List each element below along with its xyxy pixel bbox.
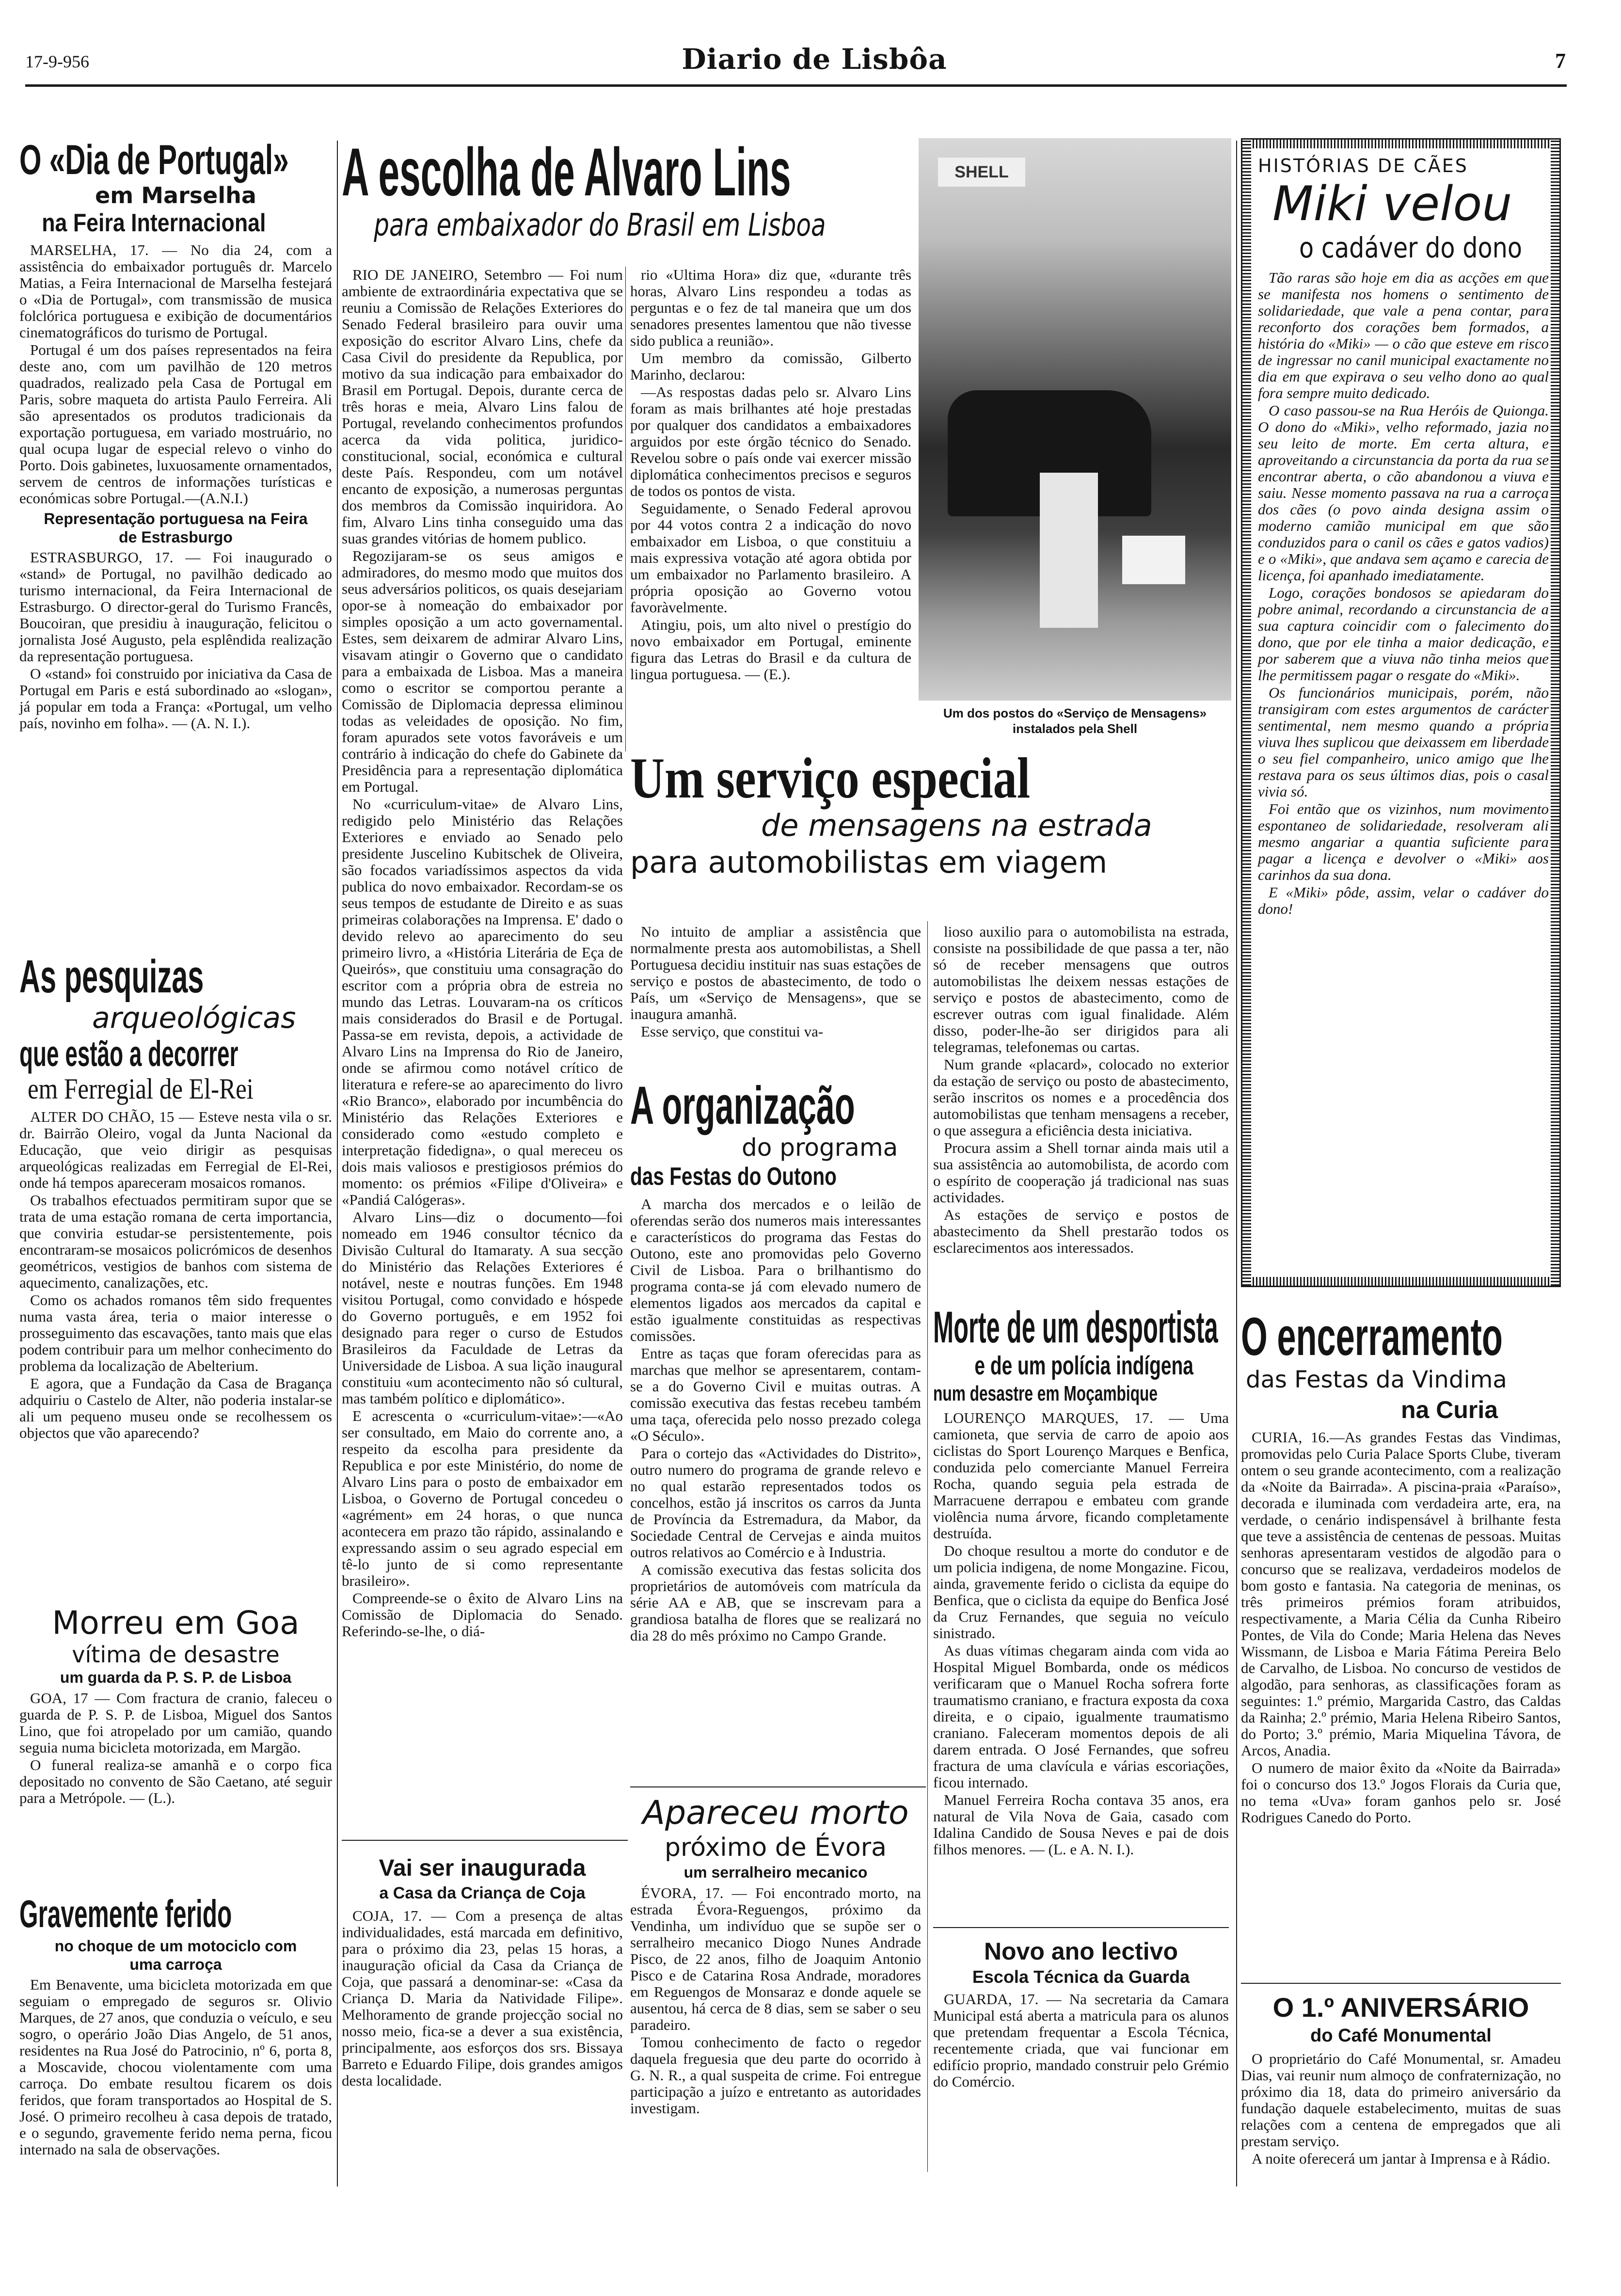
paragraph: Procura assim a Shell tornar ainda mais util a sua assistência ao automobilista, de acordo com o espírito de cooperação já tradicional nas suas actividades. bbox=[933, 1139, 1229, 1206]
section-rule bbox=[933, 1927, 1229, 1928]
column-divider bbox=[337, 141, 338, 2186]
article-servico bbox=[630, 746, 1231, 881]
paragraph: Esse serviço, que constitui va- bbox=[641, 1023, 824, 1040]
article-dia-portugal bbox=[19, 138, 332, 733]
article-body bbox=[19, 549, 332, 732]
box-border-pattern bbox=[1242, 1277, 1559, 1286]
paragraph: Como os achados romanos têm sido frequentes numa vasta área, teria o maior interesse o prosseguimento das escavações, tanto mais que elas podem contribuir para um melhor conhecimento do problema da localização de Abelterium. bbox=[19, 1292, 332, 1374]
headline-line: e de um polícia indígena bbox=[974, 1351, 1193, 1380]
paragraph: rio «Ultima Hora» diz que, «durante três horas, Alvaro Lins respondeu a todas as perguntas e o fez de tal maneira que um dos senadores presentes lamentou que não tivesse sido publica a reunião». bbox=[630, 266, 911, 349]
headline-line: de mensagens na estrada bbox=[761, 808, 1152, 843]
article-morto bbox=[630, 1794, 921, 2118]
paragraph: Tomou conhecimento de facto o regedor daquela freguesia que deu parte do ocorrido à G. N. R., a qual suspeita de crime. Foi entregue participação a juízo e entretanto as autoridades investigam. bbox=[630, 2034, 921, 2117]
paragraph: No intuito de ampliar a assistência que normalmente presta aos automobilistas, a Shell Portuguesa decidiu instituir nas suas estações de serviço e postos de abastecimento, de todo o País, um «Serviço de Mensagens», que se inaugura amanhã. bbox=[630, 923, 921, 1022]
paragraph: Logo, corações bondosos se apiedaram do pobre animal, recordando a circunstancia de a sua captura coincidir com o falecimento do dono, que por ele tinha a maior dedicação, e por saberem que a viuva não tinha meios que lhe permitissem pagar o resgate do «Miki». bbox=[1258, 584, 1549, 684]
article-body bbox=[19, 1977, 332, 2158]
section-rule bbox=[630, 1786, 926, 1787]
article-body bbox=[630, 1885, 921, 2117]
paragraph: GOA, 17 — Com fractura de cranio, faleceu o guarda de P. S. P. de Lisboa, Miguel dos Santos Lino, que foi atropelado por um camião, quando seguia numa bicicleta motorizada, em Margão. bbox=[19, 1690, 332, 1756]
headline-line: para automobilistas em viagem bbox=[630, 845, 1108, 880]
paragraph: MARSELHA, 17. — No dia 24, com a assistência do embaixador português dr. Marcelo Matias, a Feira Internacional de Marselha festejará o «Dia de Portugal», com transmissão de musica folclórica portuguesa e exibição de documentários cinematográficos do turismo de Portugal. bbox=[19, 241, 332, 341]
headline-line: das Festas do Outono bbox=[630, 1163, 837, 1191]
masthead-rule bbox=[25, 84, 1567, 87]
paragraph: Portugal é um dos países representados na feira deste ano, com um pavilhão de 120 metros quadrados, realizado pela Casa de Portugal em Paris, sobre maqueta do artista Paulo Ferreira. Ali são apresentados os produtos tradicionais da exportação portuguesa, em variado mostruário, no qual ocupa lugar de especial relevo o vinho do Porto. Dois gabinetes, luxuosamente ornamentados, servem de centros de informações turísticas e económicas sobre Portugal.—(A.N.I.) bbox=[19, 341, 332, 507]
sub-headline: Representação portuguesa na Feira de Estrasburgo bbox=[44, 510, 308, 546]
article-organizacao bbox=[630, 1076, 921, 1645]
article-body bbox=[19, 1109, 332, 1441]
paragraph: RIO DE JANEIRO, Setembro — Foi num ambiente de extraordinária expectativa que se reuniu a Comissão de Relações Exteriores do Senado Federal brasileiro para ouvir uma exposição do escritor Alvaro Lins, chefe da Casa Civil do presidente da Republica, por motivo da sua indicação para embaixador do Brasil em Portugal. Depois, durante cerca de três horas e meia, Alvaro Lins falou de Portugal, revelando conhecimentos profundos acerca da vida politica, juridico-constitucional, social, económica e cultural deste País. Respondeu, com um notável encanto de exposição, a numerosas perguntas dos membros da Comissão inquiridora. Ao fim, Alvaro Lins tinha conseguido uma das suas grandes vitórias de homem publico. bbox=[342, 266, 623, 547]
box-border-pattern bbox=[1551, 140, 1559, 1286]
paragraph: Foi então que os vizinhos, num movimento espontaneo de solidariedade, resolveram ali mesmo angariar a quantia suficiente para pagar a licença e devolver o «Miki» aos carinhos da sua dona. bbox=[1258, 800, 1549, 883]
article-encerramento bbox=[1241, 1309, 1561, 1827]
headline-line: na Feira Internacional bbox=[42, 209, 266, 237]
column-divider bbox=[927, 921, 928, 2172]
paragraph: Compreende-se o êxito de Alvaro Lins na Comissão de Diplomacia do Senado. Referindo-se-lhe, o diá- bbox=[342, 1590, 623, 1640]
paragraph: Para o cortejo das «Actividades do Distrito», outro numero do programa de grande relevo e no qual estarão representados todos os concelhos, estão já inscritos os carros da Junta de Província da Estremadura, da Mabor, da Sociedade Central de Cervejas e ainda muitos outros relativos ao Comércio e à Industria. bbox=[630, 1445, 921, 1561]
paragraph: Manuel Ferreira Rocha contava 35 anos, era natural de Vila Nova de Gaia, casado com Idalina Candido de Sousa Neves e pai de dois filhos menores. — (L. e A. N. I.). bbox=[933, 1791, 1229, 1858]
headline: Gravemente ferido bbox=[19, 1892, 232, 1935]
article-ferido bbox=[19, 1893, 332, 2159]
article-inaugurada bbox=[342, 1854, 623, 2090]
headline-line: do programa bbox=[742, 1133, 898, 1162]
section-label: HISTÓRIAS DE CÃES bbox=[1258, 155, 1468, 176]
page-number: 7 bbox=[1555, 49, 1566, 73]
headline-line: um serralheiro mecanico bbox=[683, 1864, 868, 1881]
headline-line: a Casa da Criança de Coja bbox=[379, 1884, 586, 1902]
paragraph: A marcha dos mercados e o leilão de oferendas serão dos numeros mais interessantes e característicos do programa das Festas do Outono, este ano promovidas pelo Governo Civil de Lisboa. Para o brilhantismo do programa conta-se já com elevado numero de elementos ligados aos mercados da capital e estão igualmente constituidas as respectivas comissões. bbox=[630, 1196, 921, 1344]
paragraph: Tão raras são hoje em dia as acções em que se manifesta nos homens o sentimento de solidariedade, que vale a pena contar, para reconforto dos corações bem formados, a história do «Miki» — o cão que esteve em risco de ingressar no canil municipal exactamente no dia em que expirava o seu velho dono ao qual fora sempre muito dedicado. bbox=[1258, 269, 1549, 401]
paragraph: O proprietário do Café Monumental, sr. Amadeu Dias, vai reunir num almoço de confraternização, no próximo dia 18, data do primeiro aniversário da fundação daquele estabelecimento, muitas de suas relações com a centena de empregados que ali prestam serviço. bbox=[1241, 2050, 1561, 2150]
column-divider bbox=[625, 267, 626, 751]
section-rule bbox=[342, 1840, 628, 1841]
paragraph: lioso auxilio para o automobilista na estrada, consiste na possibilidade de que passa a ter, não só de receber mensagens que outros automobilistas lhe deixem nessas estações de serviço e postos de abastecimento, como de escrever outras com igual finalidade. Além disso, poder-lhe-ão ser dirigidos para ali telegramas, telefonemas ou cartas. bbox=[933, 923, 1229, 1055]
paragraph: E acrescenta o «curriculum-vitae»:—«Ao ser consultado, em Maio do corrente ano, a respeito da escolha para presidente da Republica e por este Ministério, do nome de Alvaro Lins para o posto de embaixador em Lisboa, o Governo de Portugal concedeu o «agrément» em 24 horas, o que nunca acontecera em prazo tão rápido, assinalando e expressando assim o seu agrado especial em tê-lo junto de si como representante brasileiro». bbox=[342, 1407, 623, 1589]
article-pesquizas bbox=[19, 953, 332, 1442]
newspaper-title: Diario de Lisbôa bbox=[682, 43, 947, 76]
box-border-pattern bbox=[1242, 140, 1559, 148]
article-body-col1 bbox=[342, 267, 623, 1641]
headline: A escolha de Alvaro Lins bbox=[342, 134, 791, 210]
paragraph: Atingiu, pois, um alto nivel o prestígio do novo embaixador em Portugal, eminente figura das Letras do Brasil e da cultura de lingua portuguesa. — (E.). bbox=[630, 616, 911, 683]
shell-sign-icon: SHELL bbox=[938, 158, 1025, 187]
paragraph: Os funcionários municipais, porém, não transigiram com estes argumentos de carácter sentimental, nem mesmo quando a própria viuva lhes suplicou que deixassem em liberdade o seu fiel companheiro, unico amigo que lhe restava para os seus últimos dias, pois o casal vivia só. bbox=[1258, 684, 1549, 800]
paragraph: No «curriculum-vitae» de Alvaro Lins, redigido pelo Ministério das Relações Exteriores e enviado ao Senado pelo presidente Juscelino Kubitschek de Oliveira, são focados variadíssimos aspectos da vida publica do novo embaixador. Recordam-se os seus tempos de estudante de Direito e as suas primeiras colaborações na Imprensa. E' dado o devido relevo ao aparecimento do seu primeiro livro, a «História Literária de Eça de Queirós», que constituiu uma consagração do escritor com a própria obra de estreia no mundo das Letras. Louvaram-na os críticos mais considerados do Brasil e de Portugal. Passa-se em revista, depois, a actividade de Alvaro Lins na Imprensa do Rio de Janeiro, onde se afirmou como notável crítico de literatura e refere-se ao aparecimento do livro «Rio Branco», elaborado por incumbência do Ministério das Relações Exteriores e considerado como «estudo completo e interpretação fidedigna», o qual mereceu os dois mais valiosos e prestigiosos prémios do momento: os prémios «Filipe d'Oliveira» e «Pandiá Calógeras». bbox=[342, 796, 623, 1208]
headline: Miki velou bbox=[1272, 176, 1512, 232]
headline-line: que estão a decorrer bbox=[19, 1034, 238, 1074]
headline-line: em Marselha bbox=[95, 182, 256, 208]
issue-date: 17-9-956 bbox=[25, 52, 89, 71]
paragraph: O funeral realiza-se amanhã e o corpo fica depositado no convento de São Caetano, até seguir para a Metrópole. — (L.). bbox=[19, 1756, 332, 1806]
article-body bbox=[342, 1908, 623, 2089]
article-body-col2 bbox=[630, 267, 911, 684]
headline-line: para embaixador do Brasil em Lisboa bbox=[374, 207, 826, 243]
headline-line: arqueológicas bbox=[92, 1001, 296, 1035]
box-border-pattern bbox=[1242, 140, 1251, 1286]
paragraph: As estações de serviço e postos de abastecimento da Shell prestarão todos os esclarecimentos aos interessados. bbox=[933, 1206, 1229, 1256]
paragraph: Entre as taças que foram oferecidas para as marchas que melhor se apresentarem, contam-se a do Governo Civil e muitas outras. A comissão executiva das festas recebeu também uma taça, oferecida pelo nosso prezado colega «O Século». bbox=[630, 1345, 921, 1444]
column-divider bbox=[1236, 141, 1237, 2186]
paragraph: —As respostas dadas pelo sr. Alvaro Lins foram as mais brilhantes até hoje prestadas por qualquer dos candidatos a embaixadores arguidos por este órgão técnico do Senado. Revelou sobre o país onde vai exercer missão diplomática conhecimentos precisos e seguros de todos os pontos de vista. bbox=[630, 383, 911, 499]
article-body bbox=[630, 1196, 921, 1644]
headline: O encerramento bbox=[1241, 1307, 1503, 1367]
headline-line: do Café Monumental bbox=[1310, 2025, 1492, 2046]
paragraph: Seguidamente, o Senado Federal aprovou por 44 votos contra 2 a indicação do novo embaixador em Lisboa, o que constituiu a mais expressiva votação até agora obtida por um embaixador no Parlamento brasileiro. A própria oposição ao Governo votou favoràvelmente. bbox=[630, 500, 911, 616]
headline-line: próximo de Évora bbox=[665, 1833, 887, 1862]
article-body bbox=[933, 1991, 1229, 2090]
paragraph: ÉVORA, 17. — Foi encontrado morto, na estrada Évora-Reguengos, próximo da Vendinha, um indivíduo que se supõe ser o serralheiro mecanico Diogo Nunes Andrade Pisco, de 22 anos, filho de Joaquim Antonio Pisco e de Catarina Rosa Andrade, moradores em Reguengos de Monsaraz e donde aquele se ausentou, há cerca de 8 dias, sem se saber o seu paradeiro. bbox=[630, 1884, 921, 2033]
paragraph: Num grande «placard», colocado no exterior da estação de serviço ou posto de abastecimento, serão inscritos os nomes e a procedência dos automobilistas que tenham mensagens a receber, o que assegura a eficiência desta iniciativa. bbox=[933, 1056, 1229, 1139]
article-body bbox=[1241, 2051, 1561, 2167]
headline-line: Escola Técnica da Guarda bbox=[972, 1967, 1190, 1987]
headline-line: em Ferregial de El-Rei bbox=[28, 1073, 254, 1105]
paragraph: A noite oferecerá um jantar à Imprensa e à Rádio. bbox=[1252, 2150, 1551, 2167]
paragraph: E agora, que a Fundação da Casa de Bragança adquiriu o Castelo de Alter, não poderia instalar-se ali um pequeno museu onde se recolhessem os objectos que vão aparecendo? bbox=[19, 1375, 332, 1441]
paragraph: As duas vítimas chegaram ainda com vida ao Hospital Miguel Bombarda, onde os médicos verificaram que o Manuel Rocha sofrera forte traumatismo craniano, e fractura exposta da coxa direita, e o cipaio, igualmente traumatismo craniano. Faleceram momentos depois de ali darem entrada. O José Fernandes, que sofreu fractura de uma clavícula e várias escoriações, ficou internado. bbox=[933, 1642, 1229, 1791]
message-box-icon bbox=[1122, 536, 1185, 584]
paragraph: Um membro da comissão, Gilberto Marinho, declarou: bbox=[630, 350, 911, 383]
paragraph: LOURENÇO MARQUES, 17. — Uma camioneta, que servia de carro de apoio aos ciclistas do Sport Lourenço Marques e Benfica, conduzida pelo comerciante Manuel Ferreira Rocha, quando seguia pela estrada de Marracuene derrapou e embateu com grande violência numa árvore, ficando completamente destruída. bbox=[933, 1409, 1229, 1542]
paragraph: GUARDA, 17. — Na secretaria da Camara Municipal está aberta a matricula para os alunos que pretendam frequentar a Escola Técnica, recentemente criada, que vai funcionar em edifício proprio, mandado construir pelo Grémio do Comércio. bbox=[933, 1991, 1229, 2090]
headline: A organização bbox=[630, 1076, 855, 1135]
article-lectivo bbox=[933, 1937, 1229, 2091]
headline-line: num desastre em Moçambique bbox=[933, 1382, 1158, 1405]
article-desportista bbox=[933, 1304, 1229, 1859]
paragraph: O caso passou-se na Rua Heróis de Quionga. O dono do «Miki», velho reformado, jazia no seu leito de morte. Em certa altura, e aproveitando a circunstancia da porta da rua se encontrar aberta, o cão abandonou a viuva e saiu. Nesse momento passava na rua a carroça dos cães (o povo ainda designa assim o moderno camião municipal em que são conduzidos para o canil os cães e gatos vadios) e o «Miki», que andava sem açamo e carecia de licença, foi apanhado imediatamente. bbox=[1258, 402, 1549, 584]
shell-photo-block bbox=[919, 138, 1231, 739]
headline: Um serviço especial bbox=[630, 746, 1031, 810]
headline-line: das Festas da Vindima bbox=[1246, 1366, 1507, 1393]
paragraph: O «stand» foi construido por iniciativa da Casa de Portugal em Paris e está subordinado ao «slogan», já popular em toda a França: «Portugal, um velho país, novinho em folha». — (A. N. I.). bbox=[19, 665, 332, 732]
article-body bbox=[933, 1410, 1229, 1858]
paragraph: O numero de maior êxito da «Noite da Bairrada» foi o concurso dos 13.º Jogos Florais da Curia que, no tema «Uva» foram ganhos pelo sr. José Rodrigues Canedo do Porto. bbox=[1241, 1759, 1561, 1826]
article-body-col1 bbox=[630, 924, 921, 1041]
paragraph: Em Benavente, uma bicicleta motorizada em que seguiam o empregado de seguros sr. Olivio Marques, de 27 anos, que conduzia o veículo, e seu sogro, o operário João Dias Angelo, de 51 anos, residentes na Rua José do Patrocinio, nº 6, porta 8, a Moscavide, chocou violentamente com uma carroça. Do embate resultou ficarem os dois feridos, que foram transportados ao Hospital de S. José. O primeiro recolheu à casa depois de tratado, e o segundo, gravemente ferido nema perna, ficou internado na sala de observações. bbox=[19, 1976, 332, 2158]
article-body-col2 bbox=[933, 924, 1229, 1257]
headline-line: na Curia bbox=[1400, 1396, 1498, 1423]
headline: Vai ser inaugurada bbox=[379, 1855, 586, 1881]
article-aniversario bbox=[1241, 1992, 1561, 2168]
article-body bbox=[19, 1690, 332, 1806]
paragraph: Regozijaram-se os seus amigos e admiradores, do mesmo modo que muitos dos seus adversários politicos, os quais desejariam opor-se à nomeação do embaixador por simples oposição a um acto governamental. Estes, sem deixarem de admirar Alvaro Lins, visavam atingir o Governo que o candidato para a embaixada de Lisboa. Mas a maneira como o escritor se comportou perante a Comissão de Diplomacia depressa eliminou todas as veleidades de oposição. No fim, foram apurados sete votos favoráveis e um contrário à indicação do chefe do Gabinete da Presidência para a representação diplomática em Portugal. bbox=[342, 547, 623, 795]
article-body bbox=[1241, 1429, 1561, 1826]
headline-line: o cadáver do dono bbox=[1299, 231, 1523, 264]
box-historias-caes bbox=[1241, 138, 1561, 1287]
fuel-pump-icon bbox=[1040, 473, 1098, 628]
headline-line: um guarda da P. S. P. de Lisboa bbox=[60, 1669, 292, 1686]
paragraph: COJA, 17. — Com a presença de altas individualidades, está marcada em definitivo, para o próximo dia 23, pelas 15 horas, a inauguração oficial da Casa da Criança de Coja, que passará a denominar-se: «Casa da Criança D. Maria da Natividade Filipe». Melhoramento de grande projecção social no nosso meio, fica-se a dever a sua existência, principalmente, aos esforços dos srs. Bissaya Barreto e Eduardo Filipe, dois grandes amigos desta localidade. bbox=[342, 1907, 623, 2089]
paragraph: Alvaro Lins—diz o documento—foi nomeado em 1946 consultor técnico da Divisão Cultural do Itamaraty. A sua secção do Ministério das Relações Exteriores é notável, neste e noutras funções. Em 1948 visitou Portugal, como convidado e hóspede do Governo português, e em 1952 foi designado para reger o curso de Estudos Brasileiros da Faculdade de Letras da Universidade de Lisboa. A sua lição inaugural constituiu «um acontecimento não só cultural, mas também político e diplomático». bbox=[342, 1209, 623, 1407]
section-rule bbox=[1241, 1983, 1561, 1984]
headline: Novo ano lectivo bbox=[984, 1938, 1178, 1965]
headline: As pesquizas bbox=[19, 951, 204, 1003]
photo-service-station bbox=[919, 138, 1231, 701]
headline: O 1.º ANIVERSÁRIO bbox=[1272, 1992, 1529, 2023]
headline: O «Dia de Portugal» bbox=[19, 137, 289, 183]
article-goa bbox=[19, 1605, 332, 1807]
paragraph: E «Miki» pôde, assim, velar o cadáver do dono! bbox=[1258, 884, 1549, 917]
article-body bbox=[1258, 270, 1549, 917]
paragraph: ESTRASBURGO, 17. — Foi inaugurado o «stand» de Portugal, no pavilhão dedicado ao turismo internacional, da Feira Internacional de Estrasburgo. O director-geral do Turismo Francês, Boucoiran, que presidiu à inauguração, felicitou o jornalista José Augusto, pela esplêndida realização da representação portuguesa. bbox=[19, 549, 332, 665]
paragraph: A comissão executiva das festas solicita dos proprietários de automóveis com matrícula da série AA e AB, que se inscrevam para a grandiosa batalha de flores que se realizará no dia 28 do mês próximo no Campo Grande. bbox=[630, 1561, 921, 1644]
article-body bbox=[19, 242, 332, 507]
paragraph: Do choque resultou a morte do condutor e de um policia indigena, de nome Mongazine. Ficou, ainda, gravemente ferido o ciclista da equipe do Benfica, que o ciclista da equipe do Benfica José da Cruz Fernandes, que seguia no veículo sinistrado. bbox=[933, 1542, 1229, 1642]
headline-line: vítima de desastre bbox=[72, 1642, 280, 1668]
paragraph: ALTER DO CHÃO, 15 — Esteve nesta vila o sr. dr. Bairrão Oleiro, vogal da Junta Nacional da Educação, que veio dirigir as pesquisas arqueológicas realizadas em Ferregial de El-Rei, onde há tempos apareceram mosaicos romanos. bbox=[19, 1108, 332, 1191]
headline: Apareceu morto bbox=[642, 1794, 909, 1832]
headline: Morte de um desportista bbox=[933, 1303, 1218, 1352]
headline-line: no choque de um motociclo com uma carroça bbox=[54, 1937, 297, 1973]
headline: Morreu em Goa bbox=[52, 1604, 300, 1642]
paragraph: CURIA, 16.—As grandes Festas das Vindimas, promovidas pelo Curia Palace Sports Clube, tiveram ontem o seu grande acontecimento, com a realização da «Noite da Bairrada». A piscina-praia «Paraíso», decorada e iluminada com verdadeira arte, era, na verdade, o cenário indispensável à brilhante festa que teve a assistência de centenas de pessoas. Muitas senhoras apresentaram vestidos de algodão para o concurso que se realizava, verdadeiros modelos de bom gosto e fantasia. Na categoria de meninas, os três primeiros prémios foram atribuidos, respectivamente, a Maria Célia da Cunha Ribeiro Pontes, de Vila do Conde; Maria Helena das Neves Wissmann, de Lisboa e Maria Fátima Pereira Belo de Carvalho, de Lisboa. No concurso de vestidos de algodão, para senhoras, as classificações foram as seguintes: 1.º prémio, Margarida Castro, das Caldas da Rainha; 2.º prémio, Maria Helena Ribeiro Santos, do Porto; 3.º prémio, Maria Miquelina Távora, de Arcos, Anadia. bbox=[1241, 1429, 1561, 1759]
paragraph: Os trabalhos efectuados permitiram supor que se trata de uma estação romana de certa importancia, que conviria estudar-se persistentemente, pois encontraram-se mosaicos policrómicos de desenhos geométricos, vestigios de banhos com sistema de aquecimento, canalizações, etc. bbox=[19, 1192, 332, 1291]
photo-caption: Um dos postos do «Serviço de Mensagens» instalados pela Shell bbox=[943, 706, 1207, 736]
